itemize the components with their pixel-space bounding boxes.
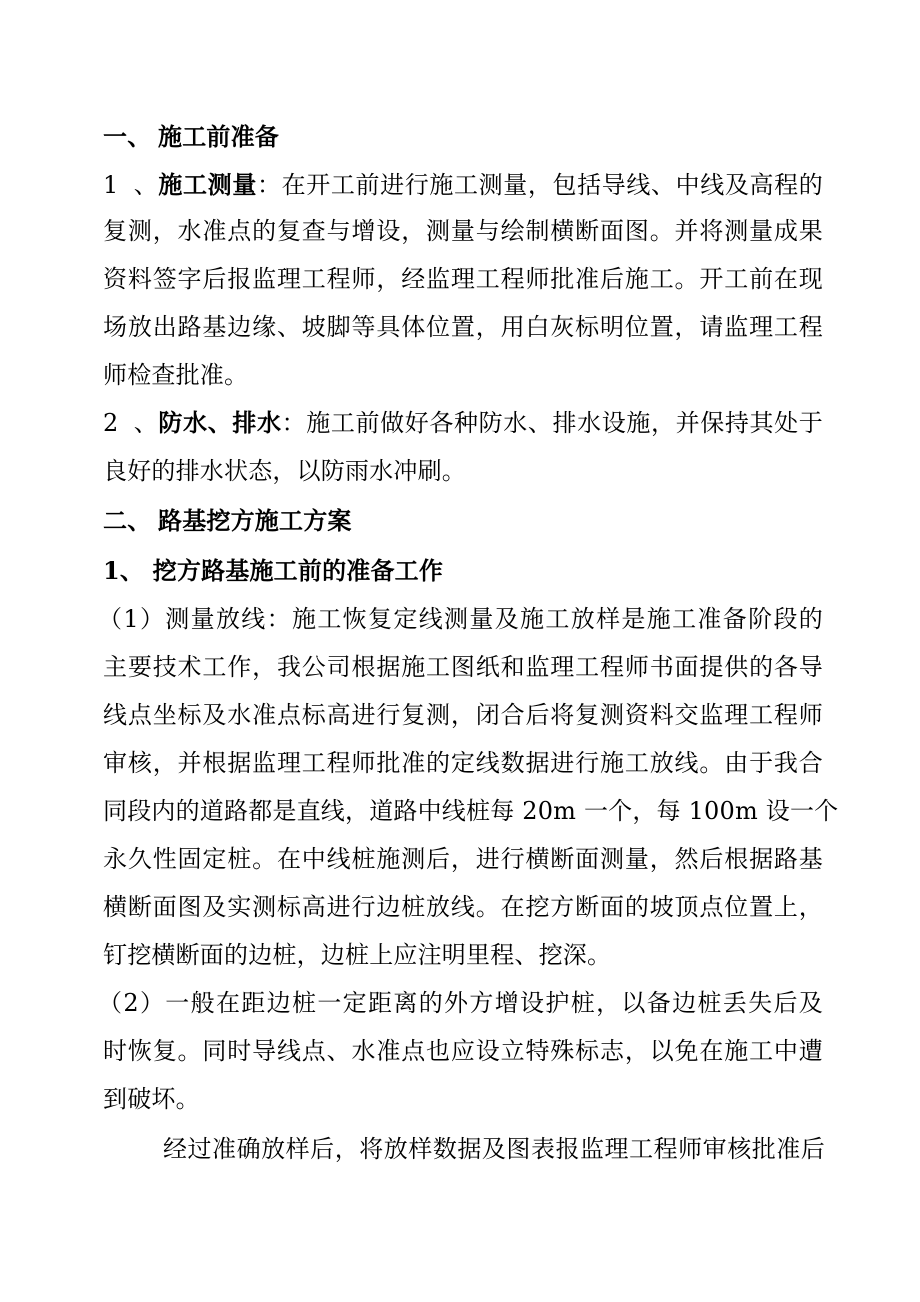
item-2-label: 防水、排水: [158, 408, 282, 437]
item-1-label: 施工测量: [158, 170, 257, 199]
para-1-line-7: 横断面图及实测标高进行边桩放线。在挖方断面的坡顶点位置上，: [103, 893, 823, 921]
para-1-line-6: 永久性固定桩。在中线桩施测后，进行横断面测量，然后根据路基: [103, 845, 823, 873]
para-1-line-1: （1）测量放线：施工恢复定线测量及施工放样是施工准备阶段的: [98, 605, 823, 633]
item-1-line-2: 复测，水准点的复查与增设，测量与绘制横断面图。并将测量成果: [103, 217, 823, 245]
section-2-title: 路基挖方施工方案: [158, 506, 352, 535]
item-1-text: ：在开工前进行施工测量，包括导线、中线及高程的: [256, 171, 823, 199]
section-1-title: 施工前准备: [158, 122, 279, 151]
para-1-line-2: 主要技术工作，我公司根据施工图纸和监理工程师书面提供的各导: [103, 653, 823, 681]
subsection-1-title: 挖方路基施工前的准备工作: [152, 556, 444, 585]
section-1-heading: [103, 120, 823, 154]
para-3-line-1: 经过准确放样后，将放样数据及图表报监理工程师审核批准后: [163, 1135, 825, 1163]
item-1-line-5: 师检查批准。: [103, 361, 249, 389]
para-2-line-2: 时恢复。同时导线点、水准点也应设立特殊标志，以免在施工中遭: [103, 1037, 823, 1065]
para-1-line-4: 审核，并根据监理工程师批准的定线数据进行施工放线。由于我合: [103, 749, 823, 777]
para-2-line-3: 到破坏。: [103, 1085, 200, 1113]
item-2-number: 2、: [103, 409, 158, 437]
para-1-line-5: 同段内的道路都是直线，道路中线桩每 20m 一个，每 100m 设一个: [103, 797, 839, 825]
item-2-line-2: 良好的排水状态，以防雨水冲刷。: [103, 457, 466, 485]
para-1-line-8: 钉挖横断面的边桩，边桩上应注明里程、挖深。: [103, 941, 612, 969]
item-1-line-1: [103, 168, 823, 202]
item-2-text: ：施工前做好各种防水、排水设施，并保持其处于: [281, 409, 823, 437]
section-2-number: 二、: [103, 506, 152, 535]
section-1-number: 一、: [103, 122, 152, 151]
item-1-line-4: 场放出路基边缘、坡脚等具体位置，用白灰标明位置，请监理工程: [103, 313, 823, 341]
section-2-heading: [103, 504, 823, 538]
para-2-line-1: （2）一般在距边桩一定距离的外方增设护桩，以备边桩丢失后及: [98, 989, 823, 1017]
subsection-1-number: 1、: [103, 556, 145, 585]
subsection-1-heading: [103, 554, 823, 588]
item-1-number: 1、: [103, 171, 158, 199]
para-1-line-3: 线点坐标及水准点标高进行复测，闭合后将复测资料交监理工程师: [103, 701, 823, 729]
item-2-line-1: [103, 406, 823, 440]
item-1-line-3: 资料签字后报监理工程师，经监理工程师批准后施工。开工前在现: [103, 265, 823, 293]
